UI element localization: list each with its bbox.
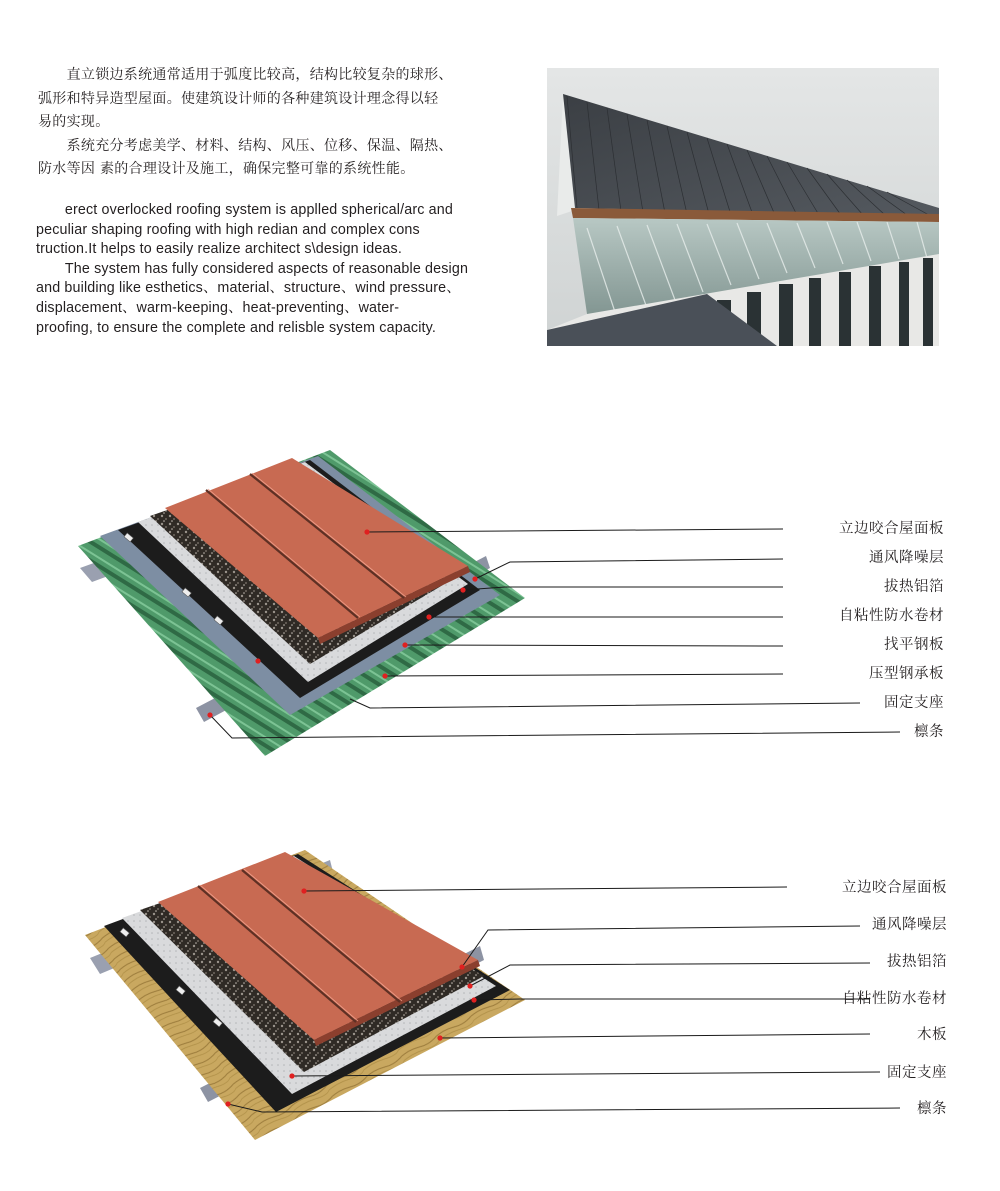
en-line: proofing, to ensure the complete and relisble system capacity. [36,319,437,336]
layer-label: 檩条 [914,724,944,740]
en-line: displacement、warm-keeping、heat-preventing、water- [36,299,400,316]
cn-line: 防水等因 素的合理设计及施工，确保完整可靠的系统性能。 [38,161,415,177]
cn-line: 系统充分考虑美学、材料、结构、风压、位移、保温、隔热、 [38,137,453,154]
layer-label: 自粘性防水卷材 [842,991,947,1007]
en-line: and building like esthetics、material、structure、wind pressure、 [36,280,461,297]
layer-label: 檩条 [917,1101,947,1117]
layer-label: 固定支座 [887,1065,947,1081]
layer-label: 通风降噪层 [869,550,944,566]
layer-label: 拔热铝箔 [884,579,944,595]
layer-label: 固定支座 [884,695,944,711]
intro-english [36,201,528,338]
en-line: peculiar shaping roofing with high redian and complex cons [36,221,420,238]
en-line: erect overlocked roofing system is applled spherical/arc and [36,202,453,218]
roof-section-diagram-wood-deck [0,840,1000,1150]
layer-label: 拔热铝箔 [887,954,947,970]
cn-line: 易的实现。 [38,114,110,130]
en-line: truction.It helps to easily realize architect s\design ideas. [36,241,402,258]
cn-line: 弧形和特异造型屋面。使建筑设计师的各种建筑设计理念得以轻 [38,90,439,107]
roof-section-diagram-steel-deck [0,450,1000,770]
layer-label: 找平钢板 [884,637,944,653]
layer-label: 立边咬合屋面板 [839,521,944,537]
layer-label: 自粘性防水卷材 [839,608,944,624]
en-line: The system has fully considered aspects of reasonable design [36,260,469,277]
layer-label: 立边咬合屋面板 [842,880,947,896]
intro-chinese [38,64,538,182]
cn-line: 直立锁边系统通常适用于弧度比较高，结构比较复杂的球形、 [38,67,453,83]
roof-photo [547,68,939,346]
layer-label: 通风降噪层 [872,917,947,933]
layer-label: 木板 [917,1027,947,1043]
layer-label: 压型钢承板 [869,666,944,682]
